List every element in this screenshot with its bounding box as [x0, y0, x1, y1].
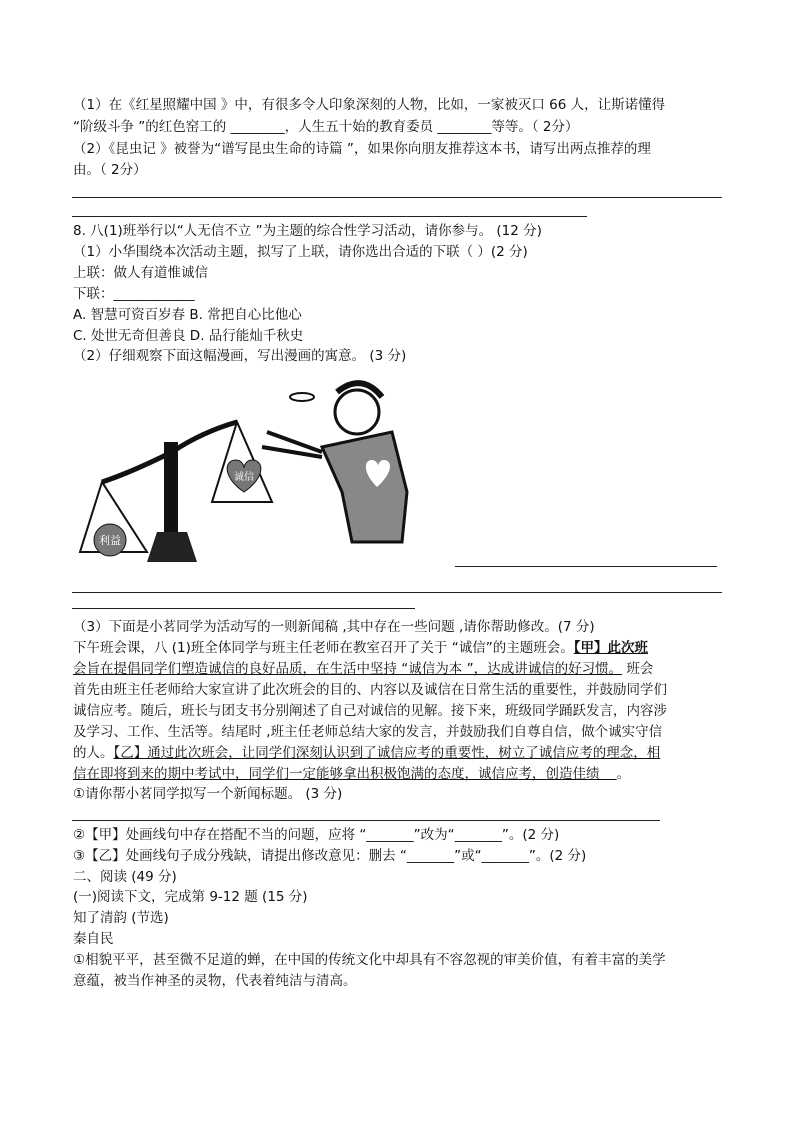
cartoon-label-interest: 利益	[99, 534, 121, 547]
reading-part-title: (一)阅读下文，完成第 9-12 题 (15 分)	[73, 889, 308, 905]
cartoon-image	[72, 372, 454, 568]
q7-part1-line2: “阶级斗争 ”的红色窑工的 ________，人生五十始的教育委员 ________等等。（ 2分）	[73, 119, 579, 135]
news-line3: 首先由班主任老师给大家宣讲了此次班会的目的、内容以及诚信在日常生活的重要性，并鼓励同学们	[73, 682, 667, 698]
answer-line[interactable]	[72, 592, 722, 593]
news-line4: 诚信应考。随后，班长与团支书分别阐述了自己对诚信的见解。接下来，班级同学踊跃发言，内容涉	[73, 703, 667, 719]
article-p1-line1: ①相貌平平，甚至微不足道的蝉，在中国的传统文化中却具有不容忽视的审美价值，有着丰富的美学	[73, 952, 666, 968]
news-text: 下午班会课，八 (1)班全体同学与班主任老师在教室召开了关于 “诚信”的主题班会。	[73, 640, 574, 656]
yi-sentence: 【乙】通过此次班会，让同学们深刻认识到了诚信应考的重要性，树立了诚信应考的理念，相	[113, 745, 661, 761]
answer-line[interactable]	[455, 566, 717, 567]
answer-line[interactable]	[72, 820, 660, 821]
article-title: 知了清韵 (节选)	[73, 910, 169, 926]
q8-title: 8. 八(1)班举行以“人无信不立 ”为主题的综合性学习活动，请你参与。 (12 分)	[73, 223, 542, 239]
news-text: 班会	[622, 661, 654, 677]
news-line5: 及学习、工作、生活等。结尾时 ,班主任老师总结大家的发言，并鼓励我们自尊自信，做个诚实守信	[73, 724, 663, 740]
news-text: 的人。	[73, 745, 114, 761]
jia-sentence: 【甲】此次班	[573, 640, 648, 656]
lower-couplet: 下联：____________	[73, 286, 195, 302]
q7-part2-line1: （2）《昆虫记 》被誉为“谱写昆虫生命的诗篇 ”，如果你向朋友推荐这本书，请写出两点推荐的理	[73, 141, 651, 157]
answer-line[interactable]	[72, 216, 587, 217]
news-line6	[73, 744, 660, 762]
q7-part1-line1: （1）在《红星照耀中国 》中，有很多令人印象深刻的人物，比如，一家被灭口 66 人，让斯诺懂得	[73, 97, 666, 113]
q8-sub3: （3）下面是小茗同学为活动写的一则新闻稿 ,其中存在一些问题 ,请你帮助修改。(7 分)	[73, 619, 595, 635]
answer-line[interactable]	[72, 197, 722, 198]
news-text: 。	[616, 766, 631, 782]
task2: ②【甲】处画线句中存在搭配不当的问题，应将 “_______”改为“_______”。(2 分)	[73, 827, 560, 843]
article-author: 秦自民	[73, 931, 114, 947]
options-cd: C. 处世无奇但善良 D. 品行能灿千秋史	[73, 328, 304, 344]
task3: ③【乙】处画线句子成分残缺，请提出修改意见：删去 “_______”或“_______”。(2 分)	[73, 848, 587, 864]
q8-sub1: （1）小华围绕本次活动主题，拟写了上联，请你选出合适的下联（ ）(2 分)	[73, 244, 528, 260]
upper-couplet: 上联：做人有道惟诚信	[73, 265, 208, 281]
jia-sentence: 会旨在提倡同学们塑造诚信的良好品质，在生活中坚持 “诚信为本 ”，达成讲诚信的好习惯。	[73, 661, 623, 677]
q7-part2-line2: 由。（ 2分）	[73, 162, 147, 178]
reading-section-title: 二、阅读 (49 分)	[73, 869, 177, 885]
article-p1-line2: 意蕴，被当作神圣的灵物，代表着纯洁与清高。	[73, 973, 357, 989]
task1: ①请你帮小茗同学拟写一个新闻标题。 (3 分)	[73, 786, 343, 802]
options-ab: A. 智慧可资百岁春 B. 常把自心比他心	[73, 307, 302, 323]
q8-sub2: （2）仔细观察下面这幅漫画，写出漫画的寓意。 (3 分)	[73, 348, 407, 364]
news-line1	[73, 639, 648, 657]
answer-line[interactable]	[72, 608, 415, 609]
yi-sentence: 信在即将到来的期中考试中，同学们一定能够拿出积极饱满的态度，诚信应考，创造佳绩	[73, 766, 617, 782]
news-line7	[73, 765, 630, 783]
news-line2	[73, 660, 653, 678]
cartoon-label-honesty: 诚信	[234, 472, 254, 483]
